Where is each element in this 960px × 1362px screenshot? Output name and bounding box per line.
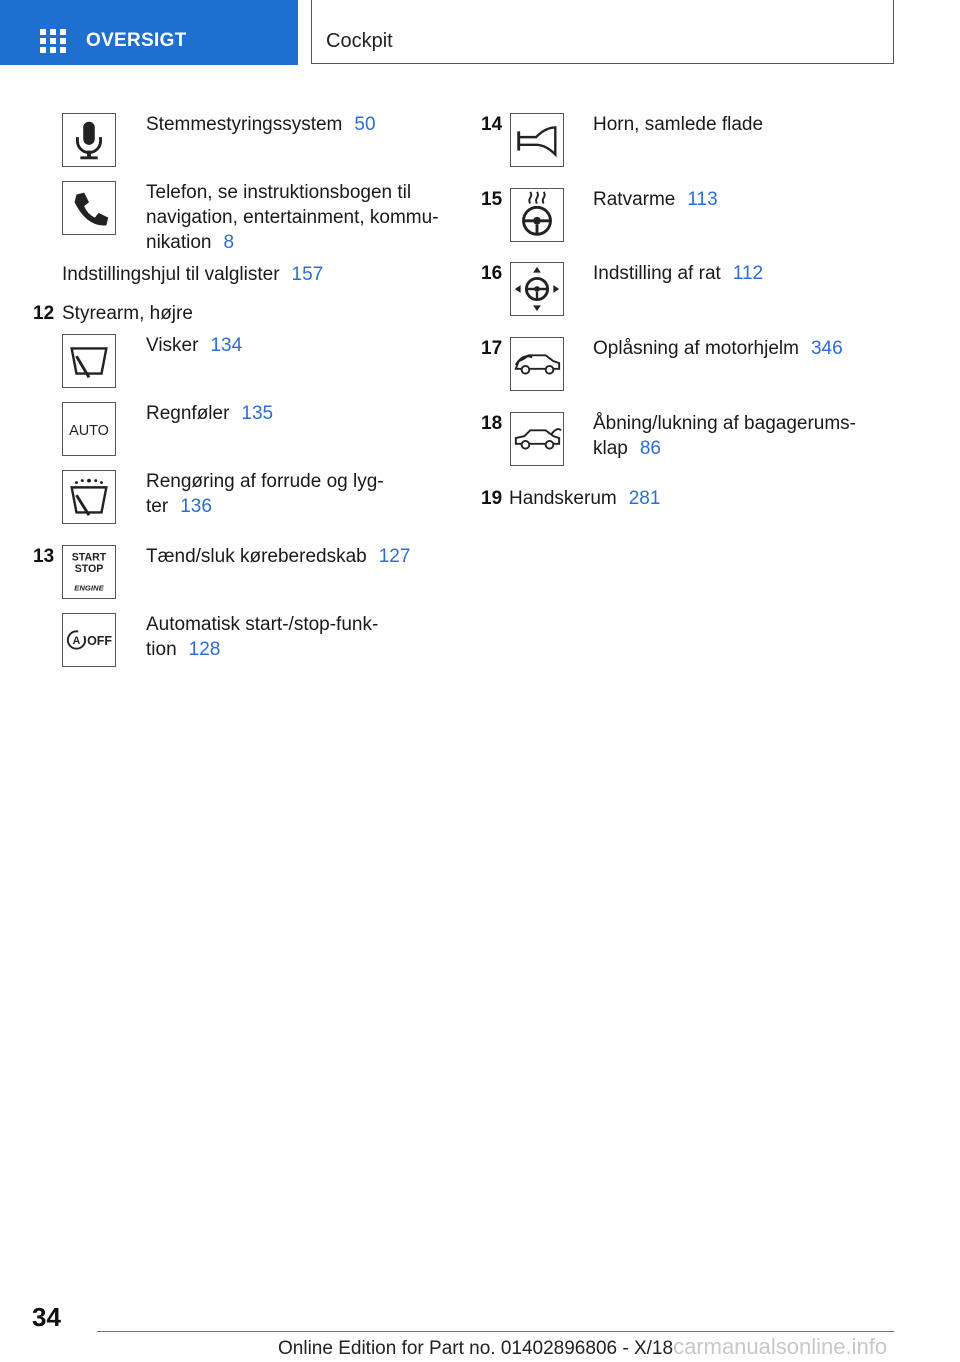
washer-icon [62,470,116,524]
auto-start-stop-off-icon [62,613,116,667]
hood-release-label: Oplåsning af motorhjelm [593,338,799,359]
phone-icon [62,181,116,235]
wiper-page-link[interactable]: 134 [210,335,243,356]
auto-start-stop-label-line2: tion [146,639,177,660]
auto-start-stop-icon-text: OFF [87,633,113,648]
wiper-icon [62,334,116,388]
auto-start-stop-label-line1: Automatisk start-/stop-funk- [146,614,379,635]
washer-label-line1: Rengøring af forrude og lyg- [146,471,384,492]
steering-adjust-page-link[interactable]: 112 [732,263,764,284]
page-number: 34 [32,1302,61,1332]
section-title: Cockpit [326,30,393,52]
hood-release-icon [510,337,564,391]
edition-text: Online Edition for Part no. 01402896806 - X/18 [278,1338,674,1359]
steering-heat-page-link[interactable]: 113 [687,189,718,210]
start-stop-button-icon [62,545,116,599]
washer-entry [146,469,384,519]
right-stalk-label: Styrearm, højre [62,303,193,324]
voice-control-entry [146,112,376,137]
hood-release-entry [593,336,843,361]
wiper-label: Visker [146,335,199,356]
item-number-13: 13 [33,546,55,567]
start-icon-text: START [71,551,107,564]
start-stop-page-link[interactable]: 127 [378,546,411,567]
rain-sensor-label: Regnføler [146,403,230,424]
phone-label-line1: Telefon, se instruktionsbogen til [146,182,412,203]
steering-wheel-heating-icon [510,188,564,242]
item-number-19: 19 [481,488,503,509]
trunk-lid-label-line1: Åbning/lukning af bagagerums- [593,413,857,434]
voice-control-label: Stemmestyringssystem [146,114,343,135]
thumbwheel-entry [62,262,323,287]
item-number-16: 16 [481,263,503,284]
thumbwheel-label: Indstillingshjul til valglister [62,264,280,285]
hood-release-page-link[interactable]: 346 [810,338,843,359]
wiper-entry [146,333,242,358]
item-number-15: 15 [481,189,503,210]
glovebox-label: Handskerum [509,488,617,509]
trunk-lid-label-line2: klap [593,438,628,459]
overview-tab-label: OVERSIGT [86,30,187,51]
engine-icon-text: ENGINE [74,583,104,593]
item-number-18: 18 [481,413,503,434]
steering-adjust-label: Indstilling af rat [593,263,721,284]
horn-icon [510,113,564,167]
trunk-lid-entry [593,411,856,461]
phone-page-link[interactable]: 8 [223,232,235,253]
voice-control-page-link[interactable]: 50 [354,114,376,135]
phone-entry [146,180,439,255]
steering-heat-label: Ratvarme [593,189,676,210]
phone-label-line2: navigation, entertainment, kommu- [146,207,439,228]
item-number-14: 14 [481,114,503,135]
steering-adjust-entry [593,261,763,286]
glovebox-entry [509,486,660,511]
item-number-17: 17 [481,338,503,359]
trunk-lid-page-link[interactable]: 86 [639,438,661,459]
washer-label-line2: ter [146,496,169,517]
watermark[interactable]: carmanualsonline.info [673,1334,888,1359]
rain-sensor-icon-text: AUTO [69,422,109,439]
start-stop-entry [146,544,410,569]
steering-adjust-icon [510,262,564,316]
rain-sensor-entry [146,401,273,426]
washer-page-link[interactable]: 136 [180,496,212,517]
glovebox-page-link[interactable]: 281 [628,488,661,509]
item-number-12: 12 [33,303,55,324]
grid-menu-icon [40,29,66,53]
footer-divider [97,1331,894,1332]
trunk-lid-icon [510,412,564,466]
steering-heat-entry [593,187,718,212]
rain-sensor-auto-icon [62,402,116,456]
horn-label: Horn, samlede flade [593,114,764,135]
microphone-icon [62,113,116,167]
phone-label-line3: nikation [146,232,212,253]
section-header [311,0,894,64]
auto-start-stop-entry [146,612,378,662]
svg-text:A: A [72,634,81,647]
overview-tab[interactable] [0,0,298,65]
footer-edition [278,1334,887,1360]
thumbwheel-page-link[interactable]: 157 [291,264,324,285]
auto-start-stop-page-link[interactable]: 128 [188,639,221,660]
start-stop-label: Tænd/sluk køreberedskab [146,546,367,567]
rain-sensor-page-link[interactable]: 135 [241,403,274,424]
stop-icon-text: STOP [74,563,104,575]
